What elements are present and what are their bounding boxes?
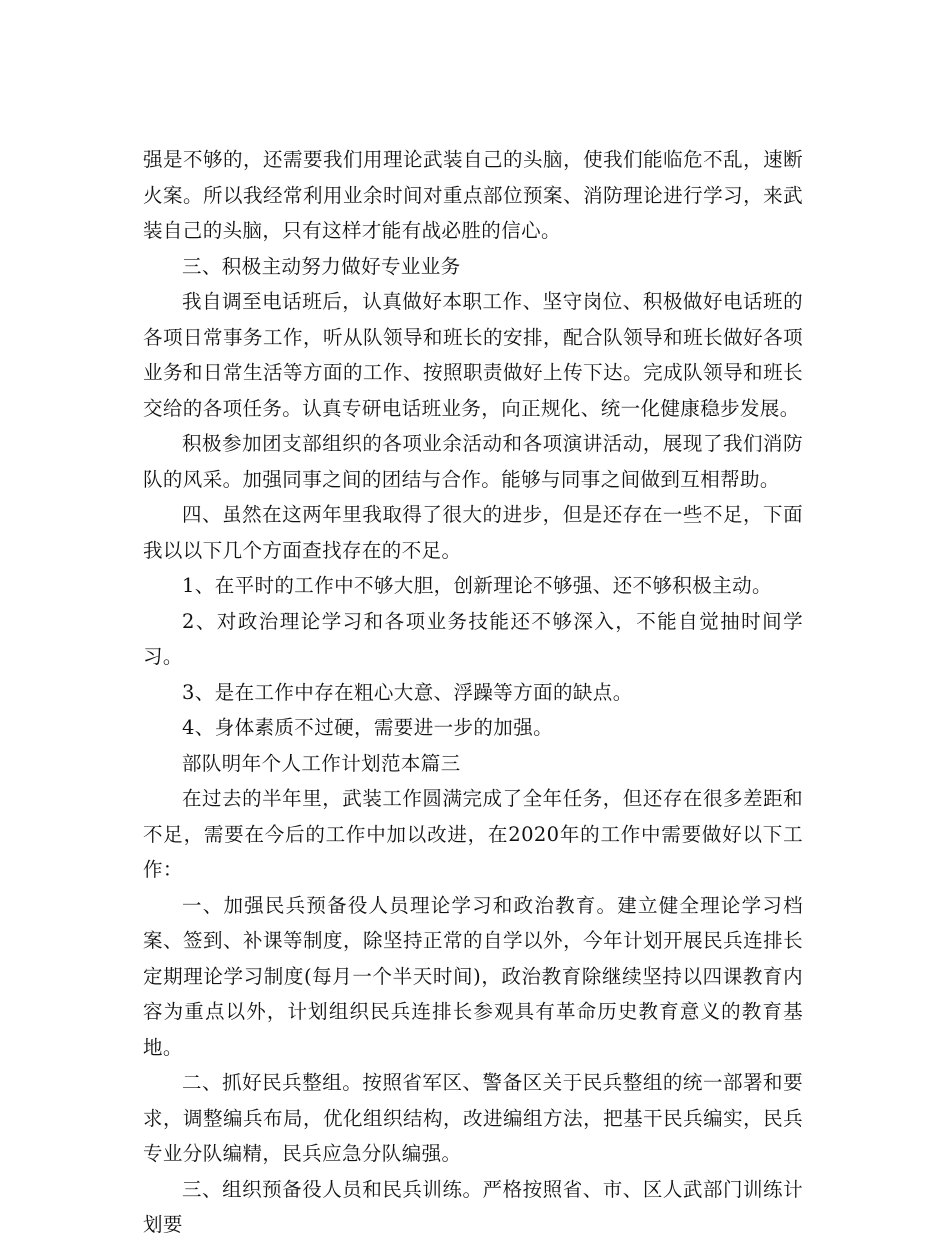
paragraph: 积极参加团支部组织的各项业余活动和各项演讲活动，展现了我们消防队的风采。加强同事之间的团结与合作。能够与同事之间做到互相帮助。 (143, 432, 803, 491)
paragraph: 强是不够的，还需要我们用理论武装自己的头脑，使我们能临危不乱，速断火案。所以我经常利用业余时间对重点部位预案、消防理论进行学习，来武装自己的头脑，只有这样才能有战必胜的信心。 (143, 148, 803, 242)
list-item: 4、身体素质不过硬，需要进一步的加强。 (182, 716, 554, 739)
section-heading: 四、虽然在这两年里我取得了很大的进步，但是还存在一些不足，下面我以以下几个方面查找存在的不足。 (143, 503, 803, 562)
paragraph: 在过去的半年里，武装工作圆满完成了全年任务，但还存在很多差距和不足，需要在今后的工作中加以改进，在2020年的工作中需要做好以下工作： (143, 787, 803, 881)
list-item: 2、对政治理论学习和各项业务技能还不够深入，不能自觉抽时间学习。 (143, 609, 803, 668)
document-body (143, 142, 803, 1243)
paragraph: 二、抓好民兵整组。按照省军区、警备区关于民兵整组的统一部署和要求，调整编兵布局，优化组织结构，改进编组方法，把基干民兵编实，民兵专业分队编精，民兵应急分队编强。 (143, 1071, 803, 1165)
article-title: 部队明年个人工作计划范本篇三 (182, 751, 461, 775)
list-item: 3、是在工作中存在粗心大意、浮躁等方面的缺点。 (182, 680, 633, 704)
section-heading: 三、积极主动努力做好专业业务 (182, 254, 461, 278)
list-item: 1、在平时的工作中不够大胆，创新理论不够强、还不够积极主动。 (182, 574, 772, 597)
paragraph: 三、组织预备役人员和民兵训练。严格按照省、市、区人武部门训练计划要 (143, 1177, 803, 1236)
paragraph: 一、加强民兵预备役人员理论学习和政治教育。建立健全理论学习档案、签到、补课等制度，除坚持正常的自学以外，今年计划开展民兵连排长定期理论学习制度(每月一个半天时间)，政治教育除继续坚持以四课教育内容为重点以外，计划组织民兵连排长参观具有革命历史教育意义的教育基地。 (143, 893, 803, 1059)
paragraph: 我自调至电话班后，认真做好本职工作、坚守岗位、积极做好电话班的各项日常事务工作，听从队领导和班长的安排，配合队领导和班长做好各项业务和日常生活等方面的工作、按照职责做好上传下达。完成队领导和班长交给的各项任务。认真专研电话班业务，向正规化、统一化健康稳步发展。 (143, 290, 803, 420)
